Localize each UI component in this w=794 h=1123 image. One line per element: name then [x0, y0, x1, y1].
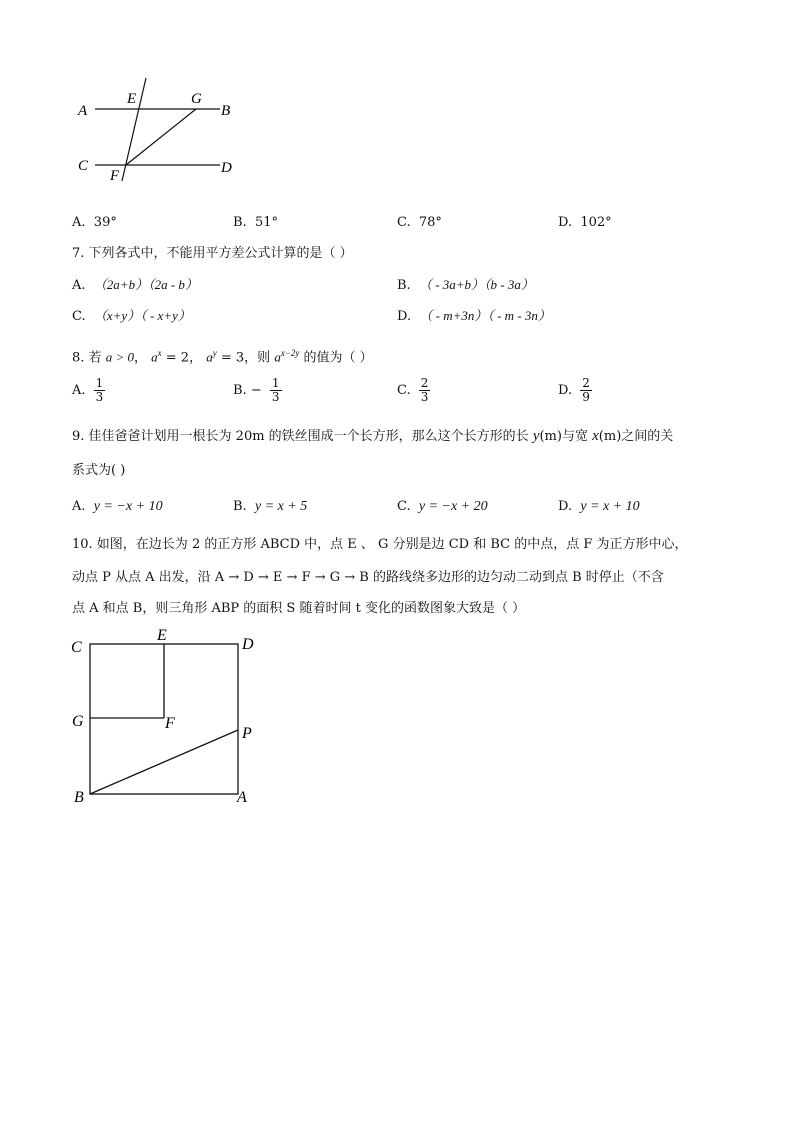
- label-f: F: [165, 715, 175, 732]
- label-d: D: [242, 636, 254, 653]
- q7-option-c[interactable]: C. （x+y）（ - x+y）: [72, 308, 191, 324]
- label-f: F: [110, 168, 120, 184]
- label-d: D: [221, 160, 232, 176]
- q8-stem: 8. 若 a > 0， $a^x = 2$， $a^y = 3$，则 $a^{x-2y}$ 的值为（ ）: [72, 348, 373, 366]
- label-b: B: [221, 103, 231, 119]
- label-b: B: [74, 789, 84, 806]
- q9-stem-line2: 系式为( ): [72, 463, 126, 478]
- label-a: A: [237, 789, 247, 806]
- label-g: G: [72, 713, 84, 730]
- q10-stem-line3: 点 A 和点 B，则三角形 ABP 的面积 S 随着时间 t 变化的函数图象大致是（ ）: [72, 601, 526, 616]
- q9-option-c[interactable]: C. y = −x + 20: [397, 499, 488, 514]
- q9-option-b[interactable]: B. y = x + 5: [233, 499, 308, 514]
- q9-option-a[interactable]: A. y = −x + 10: [72, 499, 163, 514]
- q7-option-d[interactable]: D. （ - m+3n）（ - m - 3n）: [397, 308, 551, 324]
- fraction: $\frac{1}{3}$: [95, 376, 104, 404]
- label-c: C: [78, 158, 89, 174]
- parallel-lines-figure: [70, 75, 250, 185]
- q9-option-d[interactable]: D. y = x + 10: [558, 499, 640, 514]
- q6-option-d[interactable]: D. 102°: [558, 215, 612, 230]
- q7-option-a[interactable]: A. （2a+b）（2a - b）: [72, 277, 198, 293]
- q7-option-b[interactable]: B. （ - 3a+b）（b - 3a）: [397, 277, 534, 293]
- label-p: P: [242, 725, 252, 742]
- label-e: E: [127, 91, 137, 107]
- label-a: A: [78, 103, 88, 119]
- square-figure: [65, 622, 270, 812]
- q6-option-b[interactable]: B. 51°: [233, 215, 278, 230]
- label-e: E: [157, 627, 167, 644]
- q6-option-a[interactable]: A. 39°: [72, 215, 117, 230]
- q8-option-c[interactable]: C. $\frac{2}{3}$: [397, 376, 429, 404]
- fraction: $\frac{1}{3}$: [271, 376, 280, 404]
- q6-option-c[interactable]: C. 78°: [397, 215, 442, 230]
- segment-bp: [90, 730, 238, 794]
- q8-option-a[interactable]: A. $\frac{1}{3}$: [72, 376, 104, 404]
- q9-stem-line1: 9. 佳佳爸爸计划用一根长为 20m 的铁丝围成一个长方形，那么这个长方形的长 y(m)与宽 x(m)之间的关: [72, 428, 674, 444]
- q8-option-b[interactable]: B. − $\frac{1}{3}$: [233, 376, 280, 404]
- q7-stem: 7. 下列各式中，不能用平方差公式计算的是（ ）: [72, 246, 353, 261]
- label-g: G: [191, 91, 202, 107]
- q8-option-d[interactable]: D. $\frac{2}{9}$: [558, 376, 590, 404]
- fraction: $\frac{2}{9}$: [582, 376, 590, 404]
- fraction: $\frac{2}{3}$: [420, 376, 429, 404]
- q10-stem-line1: 10. 如图，在边长为 2 的正方形 ABCD 中，点 E 、 G 分别是边 CD 和 BC 的中点，点 F 为正方形中心，: [72, 537, 688, 552]
- label-c: C: [71, 639, 82, 656]
- q10-stem-line2: 动点 P 从点 A 出发，沿 A → D → E → F → G → B 的路线绕多边形的边匀动二动到点 B 时停止（不含: [72, 570, 664, 585]
